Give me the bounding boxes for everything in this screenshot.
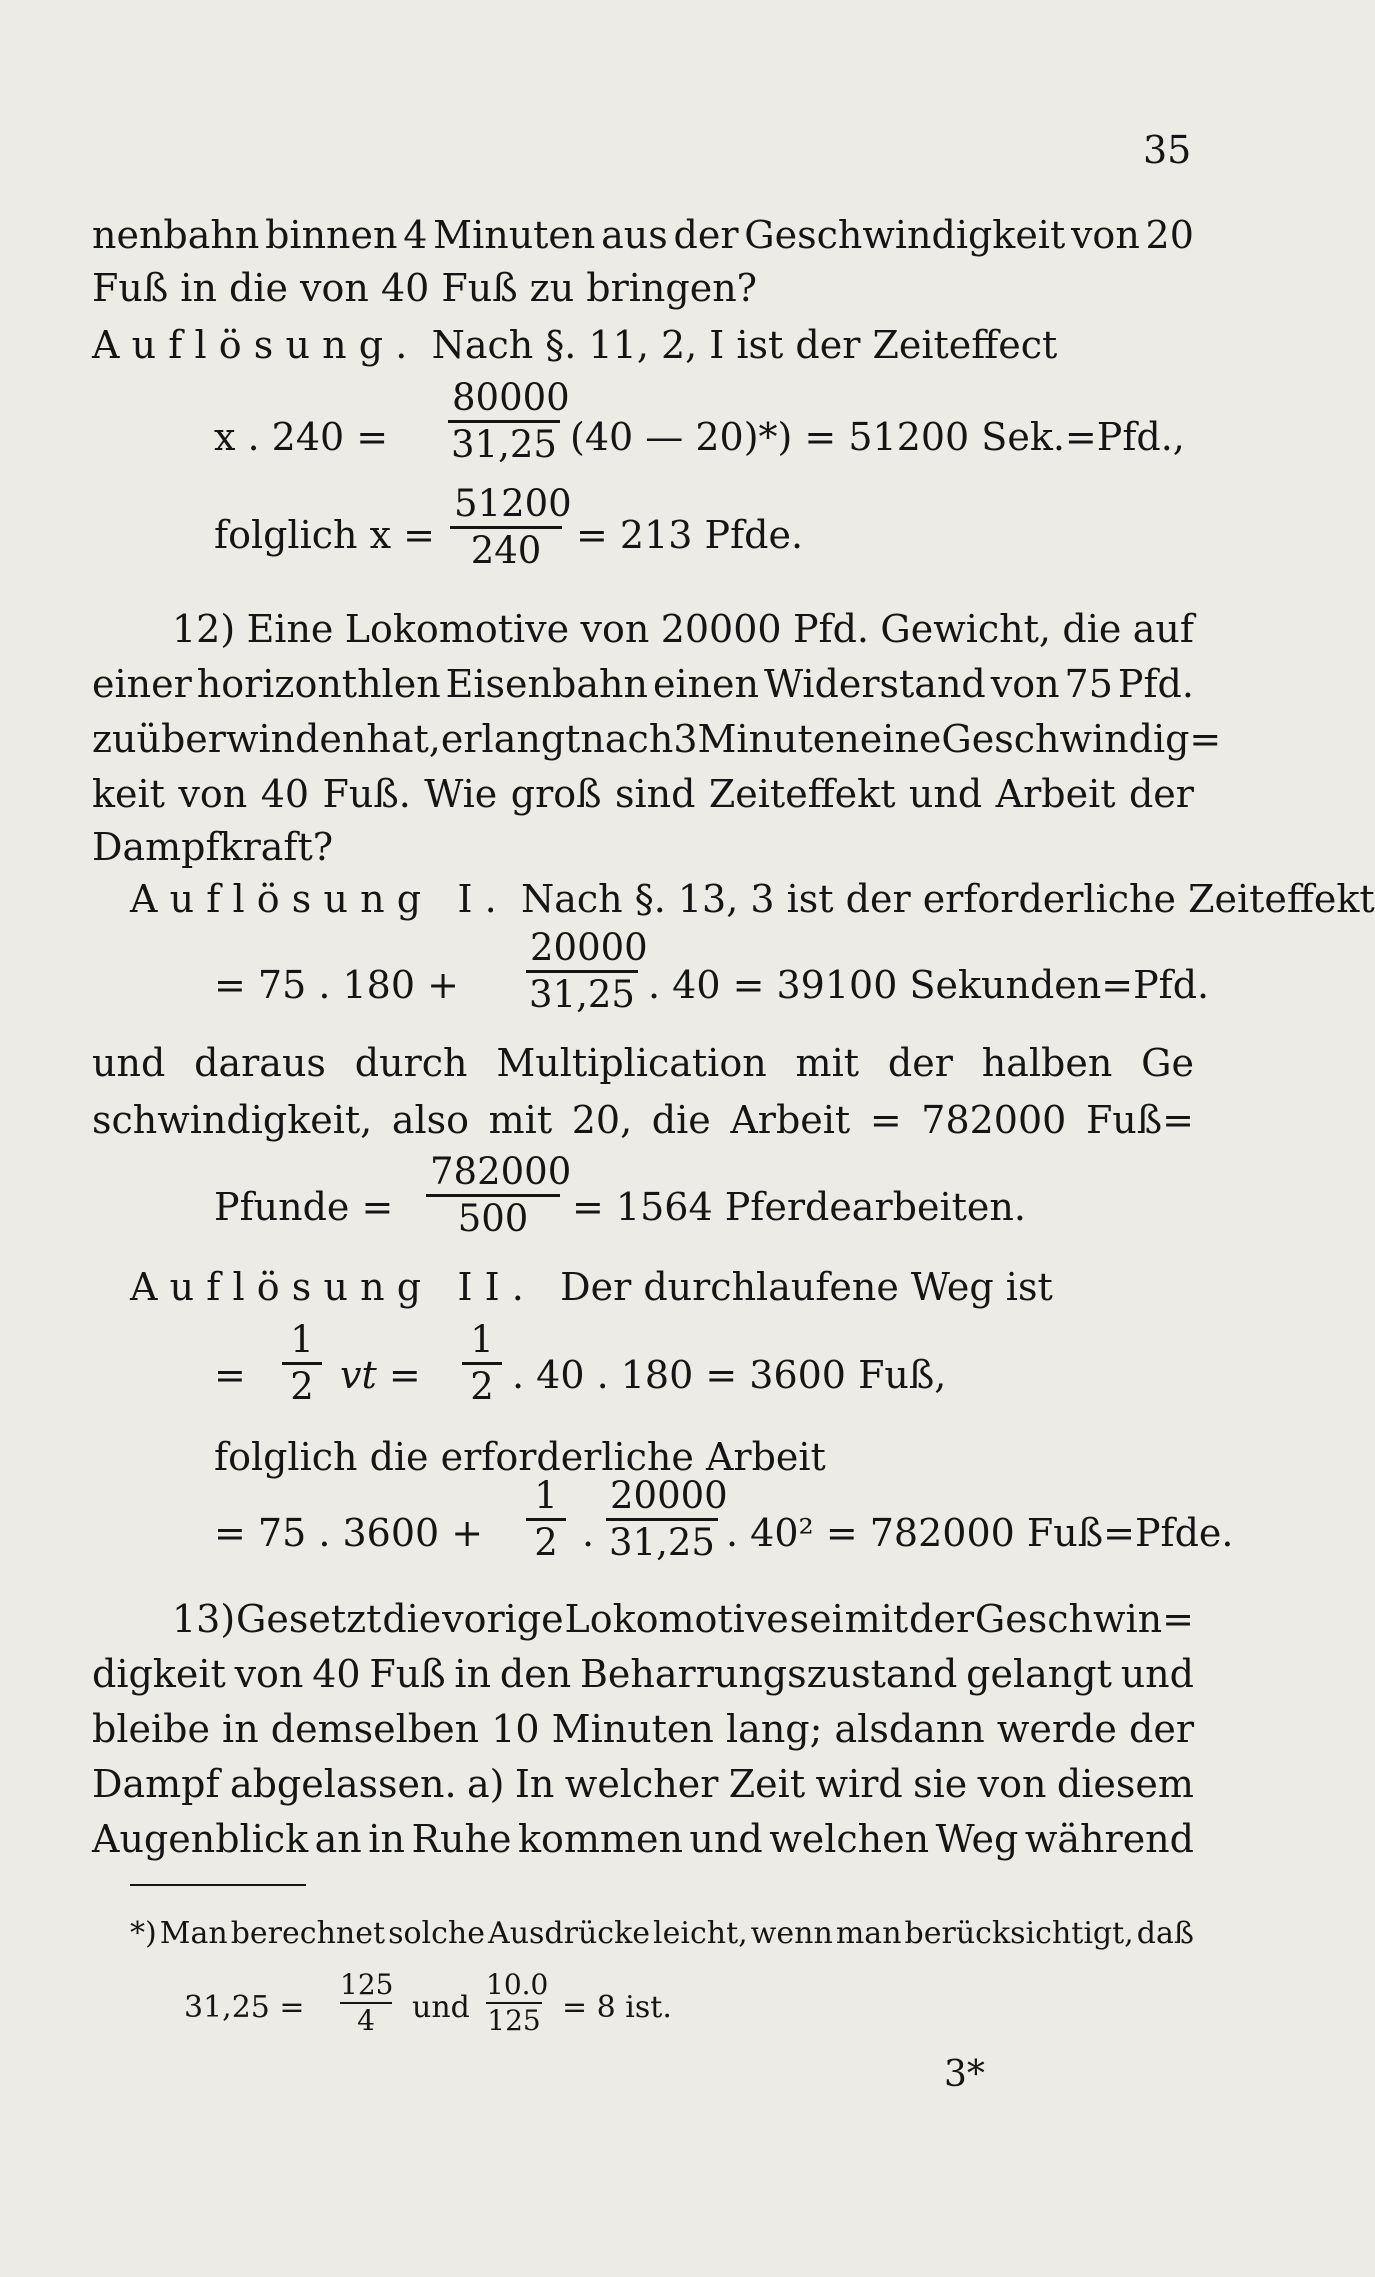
text-line-8 bbox=[92, 769, 1194, 819]
word: 10 bbox=[491, 1707, 540, 1751]
denominator: 2 bbox=[290, 1365, 314, 1408]
word: Minuten bbox=[433, 213, 596, 257]
equation-5-fraction-1 bbox=[282, 1318, 322, 1409]
equation-6-right: . 40² = 782000 Fuß=Pfde. bbox=[726, 1511, 1234, 1555]
word: Ge bbox=[1141, 1041, 1194, 1085]
numerator: 1 bbox=[526, 1474, 566, 1521]
word: Lokomotive bbox=[564, 1597, 789, 1641]
footnote-eq-mid: und bbox=[412, 1990, 470, 2025]
word: auf bbox=[1132, 607, 1194, 651]
word: Gesetzt bbox=[236, 1597, 382, 1641]
word: leicht, bbox=[653, 1916, 748, 1951]
word: von bbox=[977, 1762, 1047, 1806]
text-line-10 bbox=[130, 874, 1375, 924]
text-line-5 bbox=[172, 604, 1194, 654]
word: einer bbox=[92, 662, 192, 706]
equation-5-right: . 40 . 180 = 3600 Fuß, bbox=[512, 1353, 947, 1397]
equation-5-mid: vt = bbox=[340, 1353, 421, 1397]
footnote-eq-left: 31,25 = bbox=[184, 1990, 305, 2025]
text-line-20 bbox=[92, 1649, 1194, 1699]
word: a) bbox=[467, 1762, 505, 1806]
numerator: 10.0 bbox=[486, 1968, 542, 2004]
text-line-3 bbox=[92, 320, 1194, 370]
numerator: 782000 bbox=[426, 1150, 560, 1197]
equation-2-right: = 213 Pfde. bbox=[576, 513, 804, 557]
equation-6-fraction-2 bbox=[606, 1474, 728, 1565]
word: Wie bbox=[424, 772, 498, 816]
footnote-fraction-1 bbox=[340, 1968, 392, 2038]
word: halben bbox=[981, 1041, 1113, 1085]
word: welchen bbox=[769, 1817, 930, 1861]
footnote-eq-right: = 8 ist. bbox=[562, 1990, 672, 2025]
text-line-12 bbox=[92, 1038, 1194, 1088]
word: Zeiteffekt bbox=[708, 772, 896, 816]
solution-heading: Auflösung II. bbox=[130, 1265, 537, 1309]
word: Ruhe bbox=[411, 1817, 512, 1861]
word: 75 bbox=[1064, 662, 1113, 706]
denominator: 500 bbox=[457, 1197, 529, 1240]
word: Multiplication bbox=[496, 1041, 767, 1085]
text-line-9: Dampfkraft? bbox=[92, 825, 334, 869]
word: einen bbox=[652, 662, 760, 706]
text-line-6 bbox=[92, 659, 1194, 709]
numerator: 1 bbox=[282, 1318, 322, 1365]
equation-4-left: Pfunde = bbox=[214, 1185, 394, 1229]
footnote-divider bbox=[130, 1884, 306, 1886]
equation-3-right: . 40 = 39100 Sekunden=Pfd. bbox=[648, 963, 1210, 1007]
text-line-21 bbox=[92, 1704, 1194, 1754]
word: Fuß. bbox=[322, 772, 411, 816]
word: kommen bbox=[517, 1817, 683, 1861]
word: welcher bbox=[564, 1762, 719, 1806]
equation-3-left: = 75 . 180 + bbox=[214, 963, 459, 1007]
word: werde bbox=[996, 1707, 1117, 1751]
word: von bbox=[580, 607, 650, 651]
word: also bbox=[391, 1098, 470, 1142]
numerator: 1 bbox=[462, 1318, 502, 1365]
word: aus bbox=[601, 213, 668, 257]
word: Fuß= bbox=[1085, 1098, 1194, 1142]
word: 4 bbox=[403, 213, 428, 257]
word: von bbox=[1070, 213, 1140, 257]
word: demselben bbox=[270, 1707, 480, 1751]
text-line-23 bbox=[92, 1814, 1194, 1864]
word: Pfd. bbox=[792, 607, 869, 651]
word: von bbox=[990, 662, 1060, 706]
word: 3 bbox=[673, 717, 698, 761]
word: 13) bbox=[172, 1597, 236, 1641]
equation-6-dot: . bbox=[582, 1511, 595, 1555]
word: die bbox=[382, 1597, 442, 1641]
equation-2-fraction bbox=[450, 482, 572, 573]
word: Beharrungszustand bbox=[579, 1652, 958, 1696]
numerator: 80000 bbox=[448, 376, 560, 423]
word: erlangt bbox=[440, 717, 581, 761]
numerator: 20000 bbox=[606, 1474, 718, 1521]
word: Ausdrücke bbox=[488, 1916, 651, 1951]
word: diesem bbox=[1056, 1762, 1194, 1806]
word: der bbox=[909, 1597, 974, 1641]
denominator: 125 bbox=[487, 2004, 541, 2037]
equation-1-left: x . 240 = bbox=[214, 415, 389, 459]
word: 20 bbox=[1145, 213, 1194, 257]
word: horizonthlen bbox=[196, 662, 441, 706]
word: Augenblick bbox=[92, 1817, 309, 1861]
word: durch bbox=[354, 1041, 468, 1085]
equation-2-left: folglich x = bbox=[214, 513, 435, 557]
numerator: 20000 bbox=[526, 926, 638, 973]
word: von bbox=[178, 772, 248, 816]
word: die bbox=[1062, 607, 1122, 651]
solution-text: Nach §. 11, 2, I ist der Zeiteffect bbox=[431, 323, 1058, 367]
word: sie bbox=[913, 1762, 968, 1806]
word: Arbeit bbox=[995, 772, 1116, 816]
word: 782000 bbox=[921, 1098, 1067, 1142]
word: daraus bbox=[194, 1041, 326, 1085]
footnote-fraction-2 bbox=[486, 1968, 549, 2038]
word: Minuten bbox=[697, 717, 860, 761]
word: Zeit bbox=[728, 1762, 806, 1806]
solution-heading: Auflösung. bbox=[92, 323, 420, 367]
text-line-2: Fuß in die von 40 Fuß zu bringen? bbox=[92, 266, 758, 310]
word: berechnet bbox=[230, 1916, 386, 1951]
word: Weg bbox=[935, 1817, 1019, 1861]
equation-1-fraction bbox=[448, 376, 570, 467]
equation-3-fraction bbox=[526, 926, 648, 1017]
denominator: 4 bbox=[357, 2004, 375, 2037]
word: daß bbox=[1136, 1916, 1194, 1951]
word: nenbahn bbox=[92, 213, 260, 257]
equation-5-left: = bbox=[214, 1353, 246, 1397]
word: und bbox=[1120, 1652, 1194, 1696]
word: Man bbox=[159, 1916, 228, 1951]
numerator: 125 bbox=[340, 1968, 392, 2004]
word: sei bbox=[789, 1597, 844, 1641]
word: bleibe bbox=[92, 1707, 210, 1751]
page-number: 35 bbox=[1143, 128, 1192, 172]
word: mit bbox=[488, 1098, 553, 1142]
denominator: 2 bbox=[470, 1365, 494, 1408]
word: der bbox=[1129, 1707, 1194, 1751]
denominator: 31,25 bbox=[609, 1521, 715, 1564]
word: Arbeit bbox=[730, 1098, 851, 1142]
word: in bbox=[222, 1707, 259, 1751]
word: schwindigkeit, bbox=[92, 1098, 373, 1142]
word: nach bbox=[580, 717, 674, 761]
word: der bbox=[887, 1041, 953, 1085]
text-line-1 bbox=[92, 210, 1194, 260]
word: zu bbox=[92, 717, 137, 761]
word: vorige bbox=[442, 1597, 564, 1641]
equation-4-right: = 1564 Pferdearbeiten. bbox=[572, 1185, 1026, 1229]
word: Geschwindigkeit bbox=[744, 213, 1066, 257]
word: solche bbox=[388, 1916, 485, 1951]
signature-mark: 3* bbox=[944, 2054, 985, 2095]
word: während bbox=[1024, 1817, 1194, 1861]
word: 12) bbox=[172, 607, 236, 651]
word: binnen bbox=[265, 213, 398, 257]
text-line-22 bbox=[92, 1759, 1194, 1809]
word: alsdann bbox=[834, 1707, 985, 1751]
word: gelangt bbox=[966, 1652, 1112, 1696]
numerator: 51200 bbox=[450, 482, 562, 529]
word: man bbox=[835, 1916, 902, 1951]
word: 20000 bbox=[660, 607, 782, 651]
word: digkeit bbox=[92, 1652, 226, 1696]
word: überwinden bbox=[136, 717, 367, 761]
word: der bbox=[673, 213, 739, 257]
text-line-7 bbox=[92, 714, 1222, 764]
equation-5-fraction-2 bbox=[462, 1318, 502, 1409]
word: 40 bbox=[312, 1652, 361, 1696]
word: von bbox=[234, 1652, 304, 1696]
denominator: 31,25 bbox=[451, 423, 557, 466]
text-line-13 bbox=[92, 1095, 1194, 1145]
word: die bbox=[651, 1098, 711, 1142]
word: mit bbox=[795, 1041, 860, 1085]
word: Eine bbox=[246, 607, 334, 651]
denominator: 240 bbox=[470, 529, 542, 572]
word: groß bbox=[510, 772, 602, 816]
solution-text: Nach §. 13, 3 ist der erforderliche Zeiteffekt bbox=[520, 877, 1375, 921]
word: lang; bbox=[726, 1707, 823, 1751]
word: berücksichtigt, bbox=[904, 1916, 1134, 1951]
text-line-15 bbox=[130, 1262, 1232, 1312]
word: in bbox=[368, 1817, 405, 1861]
text-line-17: folglich die erforderliche Arbeit bbox=[214, 1435, 826, 1479]
solution-text: Der durchlaufene Weg ist bbox=[560, 1265, 1053, 1309]
word: = bbox=[869, 1098, 902, 1142]
word: *) bbox=[130, 1916, 157, 1951]
word: den bbox=[499, 1652, 572, 1696]
word: keit bbox=[92, 772, 165, 816]
text-line-19 bbox=[172, 1594, 1194, 1644]
word: an bbox=[314, 1817, 362, 1861]
word: in bbox=[454, 1652, 492, 1696]
word: 20, bbox=[571, 1098, 633, 1142]
word: Dampf bbox=[92, 1762, 220, 1806]
word: mit bbox=[844, 1597, 909, 1641]
word: Gewicht, bbox=[880, 607, 1052, 651]
footnote-line-1 bbox=[130, 1914, 1194, 1954]
word: Fuß bbox=[369, 1652, 446, 1696]
word: abgelassen. bbox=[229, 1762, 457, 1806]
word: hat, bbox=[366, 717, 441, 761]
word: sind bbox=[614, 772, 696, 816]
word: Pfd. bbox=[1117, 662, 1194, 706]
denominator: 31,25 bbox=[529, 973, 635, 1016]
denominator: 2 bbox=[534, 1521, 558, 1564]
solution-heading: Auflösung I. bbox=[130, 877, 509, 921]
equation-4-fraction bbox=[426, 1150, 572, 1241]
equation-6-left: = 75 . 3600 + bbox=[214, 1511, 484, 1555]
word: wenn bbox=[750, 1916, 833, 1951]
word: Lokomotive bbox=[344, 607, 570, 651]
equation-6-fraction-1 bbox=[526, 1474, 566, 1565]
word: und bbox=[92, 1041, 166, 1085]
word: der bbox=[1128, 772, 1194, 816]
word: und bbox=[908, 772, 983, 816]
word: Geschwin= bbox=[974, 1597, 1194, 1641]
word: Minuten bbox=[551, 1707, 714, 1751]
word: und bbox=[689, 1817, 763, 1861]
word: Eisenbahn bbox=[445, 662, 648, 706]
equation-1-right: (40 — 20)*) = 51200 Sek.=Pfd., bbox=[570, 415, 1185, 459]
word: wird bbox=[815, 1762, 903, 1806]
word: In bbox=[514, 1762, 555, 1806]
word: 40 bbox=[260, 772, 310, 816]
word: Widerstand bbox=[764, 662, 986, 706]
word: eine bbox=[859, 717, 942, 761]
word: Geschwindig= bbox=[941, 717, 1222, 761]
